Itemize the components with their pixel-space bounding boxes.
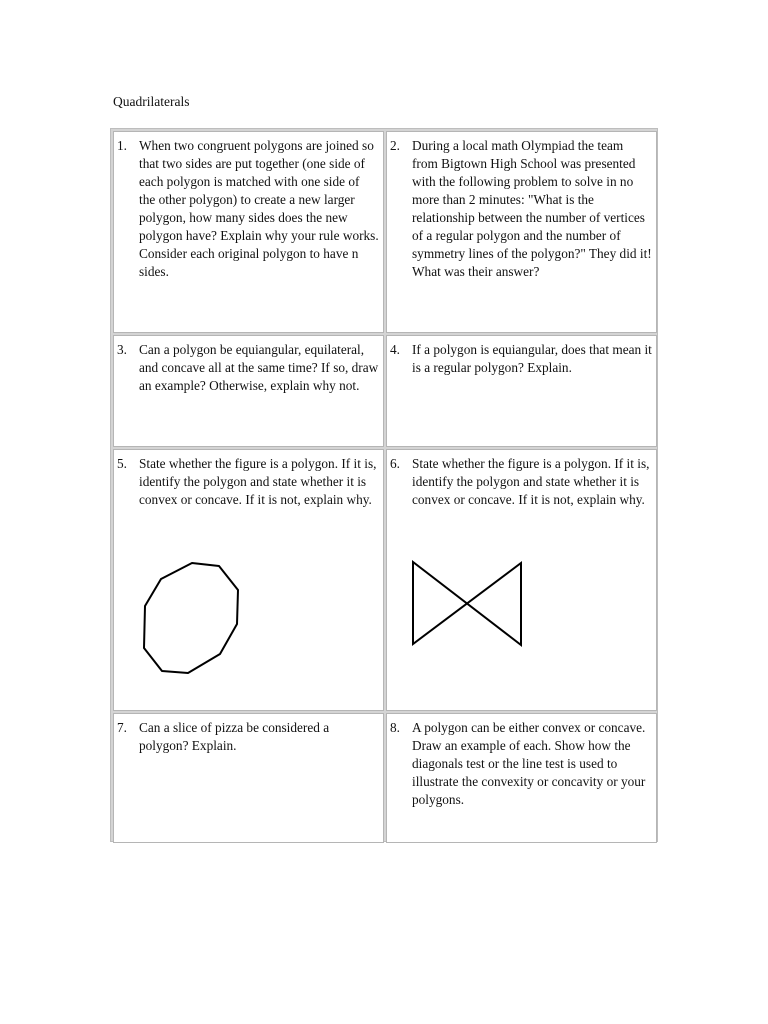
problem-text: If a polygon is equiangular, does that mean it is a regular polygon? Explain. xyxy=(412,342,652,375)
problem-cell-6 xyxy=(386,449,657,711)
problem-cell-8 xyxy=(386,713,657,843)
problem-cell-2 xyxy=(386,131,657,333)
problem-number: 7. xyxy=(117,720,127,735)
problem-number: 5. xyxy=(117,456,127,471)
problem-cell-4 xyxy=(386,335,657,447)
page-title: Quadrilaterals xyxy=(113,94,190,109)
problem-cell-5 xyxy=(113,449,384,711)
problems-table xyxy=(110,128,658,842)
problem-text: State whether the figure is a polygon. If it is, identify the polygon and state whether it is convex or concave. If it is not, explain why. xyxy=(412,456,650,507)
problem-text: During a local math Olympiad the team from Bigtown High School was presented with the following problem to solve in no more than 2 minutes: "What is the relationship between the number of vertices of a regular polygon and the number of symmetry lines of the polygon?" They did it! What was their answer? xyxy=(412,138,652,279)
problem-text: Can a polygon be equiangular, equilateral, and concave all at the same time? If so, draw an example? Otherwise, explain why not. xyxy=(139,342,379,393)
problem-text: A polygon can be either convex or concave. Draw an example of each. Show how the diagonals test or the line test is used to illustrate the convexity or concavity or your polygons. xyxy=(412,720,646,807)
problem-cell-1 xyxy=(113,131,384,333)
problem-number: 4. xyxy=(390,342,400,357)
problem-cell-7 xyxy=(113,713,384,843)
decagon-figure xyxy=(138,560,248,685)
problem-number: 8. xyxy=(390,720,400,735)
problem-number: 2. xyxy=(390,138,400,153)
bowtie-figure xyxy=(411,560,526,650)
problem-number: 1. xyxy=(117,138,127,153)
problem-text: State whether the figure is a polygon. If it is, identify the polygon and state whether it is convex or concave. If it is not, explain why. xyxy=(139,456,377,507)
problem-number: 6. xyxy=(390,456,400,471)
problem-text: When two congruent polygons are joined so that two sides are put together (one side of each polygon is matched with one side of the other polygon) to create a new larger polygon, how many sides does the new polygon have? Explain why your rule works. Consider each original polygon to have n sides. xyxy=(139,138,379,279)
problem-number: 3. xyxy=(117,342,127,357)
problem-cell-3 xyxy=(113,335,384,447)
problem-text: Can a slice of pizza be considered a polygon? Explain. xyxy=(139,720,330,753)
